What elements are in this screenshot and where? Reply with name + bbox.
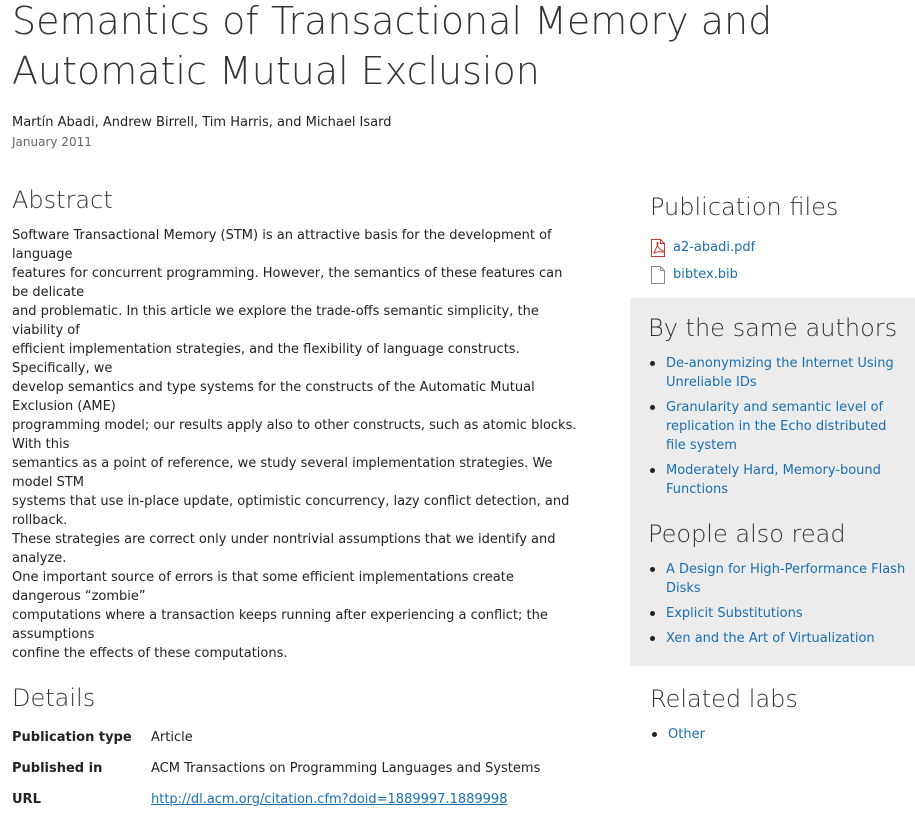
abstract-line: Specifically, we xyxy=(12,361,113,376)
details-table xyxy=(12,728,540,821)
abstract-line: develop semantics and type systems for the constructs of the Automatic Mutual xyxy=(12,380,535,395)
abstract-line: language xyxy=(12,247,73,262)
details-label: Published in xyxy=(12,761,103,776)
list-item xyxy=(648,604,910,623)
list-item xyxy=(648,461,910,499)
details-value: ACM Transactions on Programming Languages and Systems xyxy=(151,761,541,776)
abstract-heading: Abstract xyxy=(12,186,113,214)
list-item xyxy=(650,725,900,744)
people-also-read-list xyxy=(648,560,910,654)
publication-date: January 2011 xyxy=(12,135,92,149)
abstract-line: viability of xyxy=(12,323,80,338)
file-link-pdf[interactable]: a2-abadi.pdf xyxy=(673,240,756,255)
page-title: Semantics of Transactional Memory and Automatic Mutual Exclusion xyxy=(12,0,773,93)
abstract-line: analyze. xyxy=(12,551,67,566)
file-item xyxy=(650,261,755,288)
file-link-bib[interactable]: bibtex.bib xyxy=(673,267,738,282)
details-label: Publication type xyxy=(12,730,132,745)
people-also-read-link[interactable]: A Design for High-Performance Flash Disks xyxy=(666,562,906,596)
abstract-line: dangerous “zombie” xyxy=(12,589,146,604)
people-also-read-heading: People also read xyxy=(648,520,846,548)
abstract-line: Exclusion (AME) xyxy=(12,399,116,414)
abstract-line: model STM xyxy=(12,475,85,490)
abstract-line: rollback. xyxy=(12,513,68,528)
abstract-line: efficient implementation strategies, and the flexibility of language constructs. xyxy=(12,342,520,357)
details-row xyxy=(12,759,540,790)
abstract-line: systems that use in-place update, optimistic concurrency, lazy conflict detection, and xyxy=(12,494,570,509)
pdf-file-icon xyxy=(650,239,666,257)
details-row xyxy=(12,728,540,759)
list-item xyxy=(648,398,910,455)
same-authors-list xyxy=(648,354,910,505)
abstract-text xyxy=(12,226,592,663)
same-authors-link[interactable]: De-anonymizing the Internet Using Unreliable IDs xyxy=(666,356,894,390)
details-label: URL xyxy=(12,792,41,807)
related-labs-list xyxy=(650,725,900,750)
file-item xyxy=(650,234,755,261)
abstract-line: and problematic. In this article we explore the trade-offs semantic simplicity, the xyxy=(12,304,539,319)
list-item xyxy=(648,629,910,648)
abstract-line: One important source of errors is that some efficient implementations create xyxy=(12,570,514,585)
abstract-line: computations where a transaction keeps running after experiencing a conflict; the xyxy=(12,608,548,623)
publication-files-heading: Publication files xyxy=(650,193,839,221)
publication-url-link[interactable]: http://dl.acm.org/citation.cfm?doid=1889997.1889998 xyxy=(151,792,508,807)
details-value: Article xyxy=(151,730,193,745)
abstract-line: be delicate xyxy=(12,285,85,300)
abstract-line: confine the effects of these computations. xyxy=(12,646,288,661)
details-row xyxy=(12,790,540,821)
publication-files-list xyxy=(650,234,755,288)
abstract-line: assumptions xyxy=(12,627,95,642)
abstract-line: Software Transactional Memory (STM) is an attractive basis for the development of xyxy=(12,228,552,243)
text-file-icon xyxy=(650,266,666,284)
same-authors-link[interactable]: Moderately Hard, Memory-bound Functions xyxy=(666,463,881,497)
abstract-line: features for concurrent programming. However, the semantics of these features can xyxy=(12,266,563,281)
author-list: Martín Abadi, Andrew Birrell, Tim Harris, and Michael Isard xyxy=(12,115,392,130)
same-authors-heading: By the same authors xyxy=(648,314,898,342)
abstract-line: programming model; our results apply also to other constructs, such as atomic blocks. xyxy=(12,418,577,433)
people-also-read-link[interactable]: Xen and the Art of Virtualization xyxy=(666,631,875,646)
abstract-line: With this xyxy=(12,437,70,452)
list-item xyxy=(648,560,910,598)
people-also-read-link[interactable]: Explicit Substitutions xyxy=(666,606,803,621)
related-labs-heading: Related labs xyxy=(650,685,798,713)
same-authors-link[interactable]: Granularity and semantic level of replication in the Echo distributed file system xyxy=(666,400,887,453)
related-lab-link[interactable]: Other xyxy=(668,727,705,742)
list-item xyxy=(648,354,910,392)
abstract-line: These strategies are correct only under nontrivial assumptions that we identify and xyxy=(12,532,556,547)
details-heading: Details xyxy=(12,684,96,712)
abstract-line: semantics as a point of reference, we study several implementation strategies. We xyxy=(12,456,553,471)
